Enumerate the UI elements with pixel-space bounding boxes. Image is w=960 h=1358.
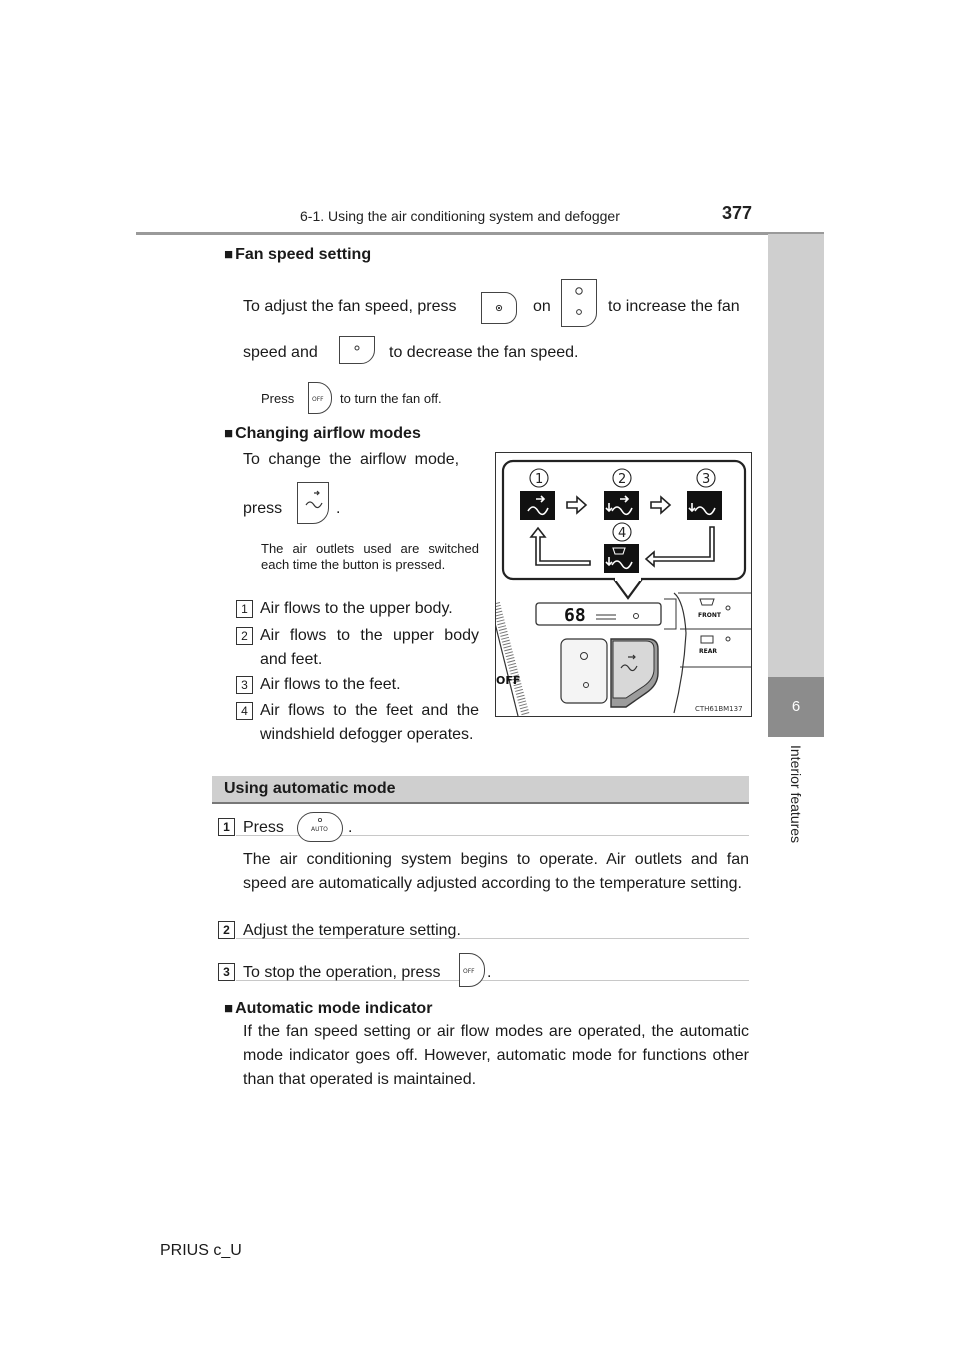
mode-tile-feet-defogger-icon	[604, 544, 639, 573]
diagram-label-2: 2	[618, 472, 627, 487]
airflow-heading: ■ Changing airflow modes	[224, 425, 421, 442]
list-item: Air flows to the feet.	[260, 676, 401, 693]
rear-label: REAR	[699, 648, 717, 655]
chapter-number: 6	[768, 677, 824, 737]
diagram-label-3: 3	[702, 472, 711, 487]
step-3-text: To stop the operation, press	[243, 964, 441, 981]
auto-button-icon	[297, 812, 343, 842]
fan-note-a: Press	[261, 391, 295, 406]
footer-model: PRIUS c_U	[160, 1242, 242, 1259]
chapter-title: Interior features	[788, 745, 804, 844]
side-tab-band	[768, 234, 824, 677]
off-button-icon	[308, 382, 332, 414]
callout-pointer	[614, 579, 642, 598]
section-title: 6-1. Using the air conditioning system and defogger	[300, 208, 620, 224]
list-item: Air flows to the feet and the windshield defogger operates.	[260, 702, 479, 743]
fan-button-left-icon	[481, 292, 517, 324]
display-temperature: 68	[564, 605, 586, 626]
off-button-icon	[459, 953, 485, 987]
item-number-badge: 3	[236, 676, 253, 694]
diagram-label-1: 1	[535, 472, 544, 487]
page-number: 377	[722, 203, 753, 223]
mode-tile-upper-body-icon	[520, 491, 555, 520]
front-label: FRONT	[698, 612, 721, 619]
airflow-mode-button-icon	[297, 482, 329, 524]
fan-text-2a: speed and	[243, 344, 318, 361]
step-2-text: Adjust the temperature setting.	[243, 922, 461, 939]
off-label: OFF	[496, 674, 521, 687]
fan-up-down-button-icon	[561, 279, 597, 327]
airflow-diagram	[495, 452, 752, 717]
step-number-badge: 1	[218, 818, 235, 836]
square-bullet-icon: ■	[224, 1000, 234, 1017]
square-bullet-icon: ■	[224, 246, 234, 263]
item-number-badge: 4	[236, 702, 253, 720]
section-heading-bar	[212, 776, 749, 804]
fan-note-b: to turn the fan off.	[340, 391, 442, 406]
square-bullet-icon: ■	[224, 425, 234, 442]
chapter-title-tab	[768, 737, 824, 877]
mode-tile-feet-icon	[687, 491, 722, 520]
airflow-note: The air outlets used are switched each time the button is pressed.	[261, 541, 479, 572]
step-1-description: The air conditioning system begins to operate. Air outlets and fan speed are automatically adjusted according to the temperature setting.	[243, 851, 749, 892]
off-mini-label: OFF	[312, 396, 324, 403]
image-code: CTH61BM137	[695, 705, 743, 713]
fan-heading: ■ Fan speed setting	[224, 246, 372, 263]
item-number-badge: 1	[236, 600, 253, 618]
step-3-period: .	[487, 964, 492, 981]
fan-text-2b: to decrease the fan speed.	[389, 344, 579, 361]
fan-down-button-icon	[339, 336, 375, 364]
airflow-period: .	[336, 500, 341, 517]
airflow-press: press	[243, 500, 283, 517]
indicator-text: If the fan speed setting or air flow modes are operated, the automatic mode indicator goes off. However, automatic mode for functions other than that operated is maintained.	[243, 1023, 749, 1088]
header-rule	[136, 232, 824, 235]
auto-mini-label: AUTO	[311, 826, 328, 833]
indicator-heading: ■ Automatic mode indicator	[224, 1000, 433, 1017]
section-heading: Using automatic mode	[224, 780, 396, 797]
item-number-badge: 2	[236, 627, 253, 645]
step-1-period: .	[348, 819, 353, 836]
airflow-text-1: To change the airflow mode,	[243, 451, 460, 468]
list-item: Air flows to the upper body.	[260, 600, 453, 617]
step-1-text: Press	[243, 819, 284, 836]
diagram-label-4: 4	[618, 526, 627, 541]
fan-text-1b: on	[533, 298, 551, 315]
list-item: Air flows to the upper body and feet.	[260, 627, 479, 668]
step-number-badge: 2	[218, 921, 235, 939]
control-panel-illustration	[496, 593, 751, 716]
fan-text-1a: To adjust the fan speed, press	[243, 298, 457, 315]
fan-text-1c: to increase the fan	[608, 298, 740, 315]
step-number-badge: 3	[218, 963, 235, 981]
mode-tile-body-feet-icon	[604, 491, 639, 520]
off-mini-label: OFF	[463, 968, 475, 975]
